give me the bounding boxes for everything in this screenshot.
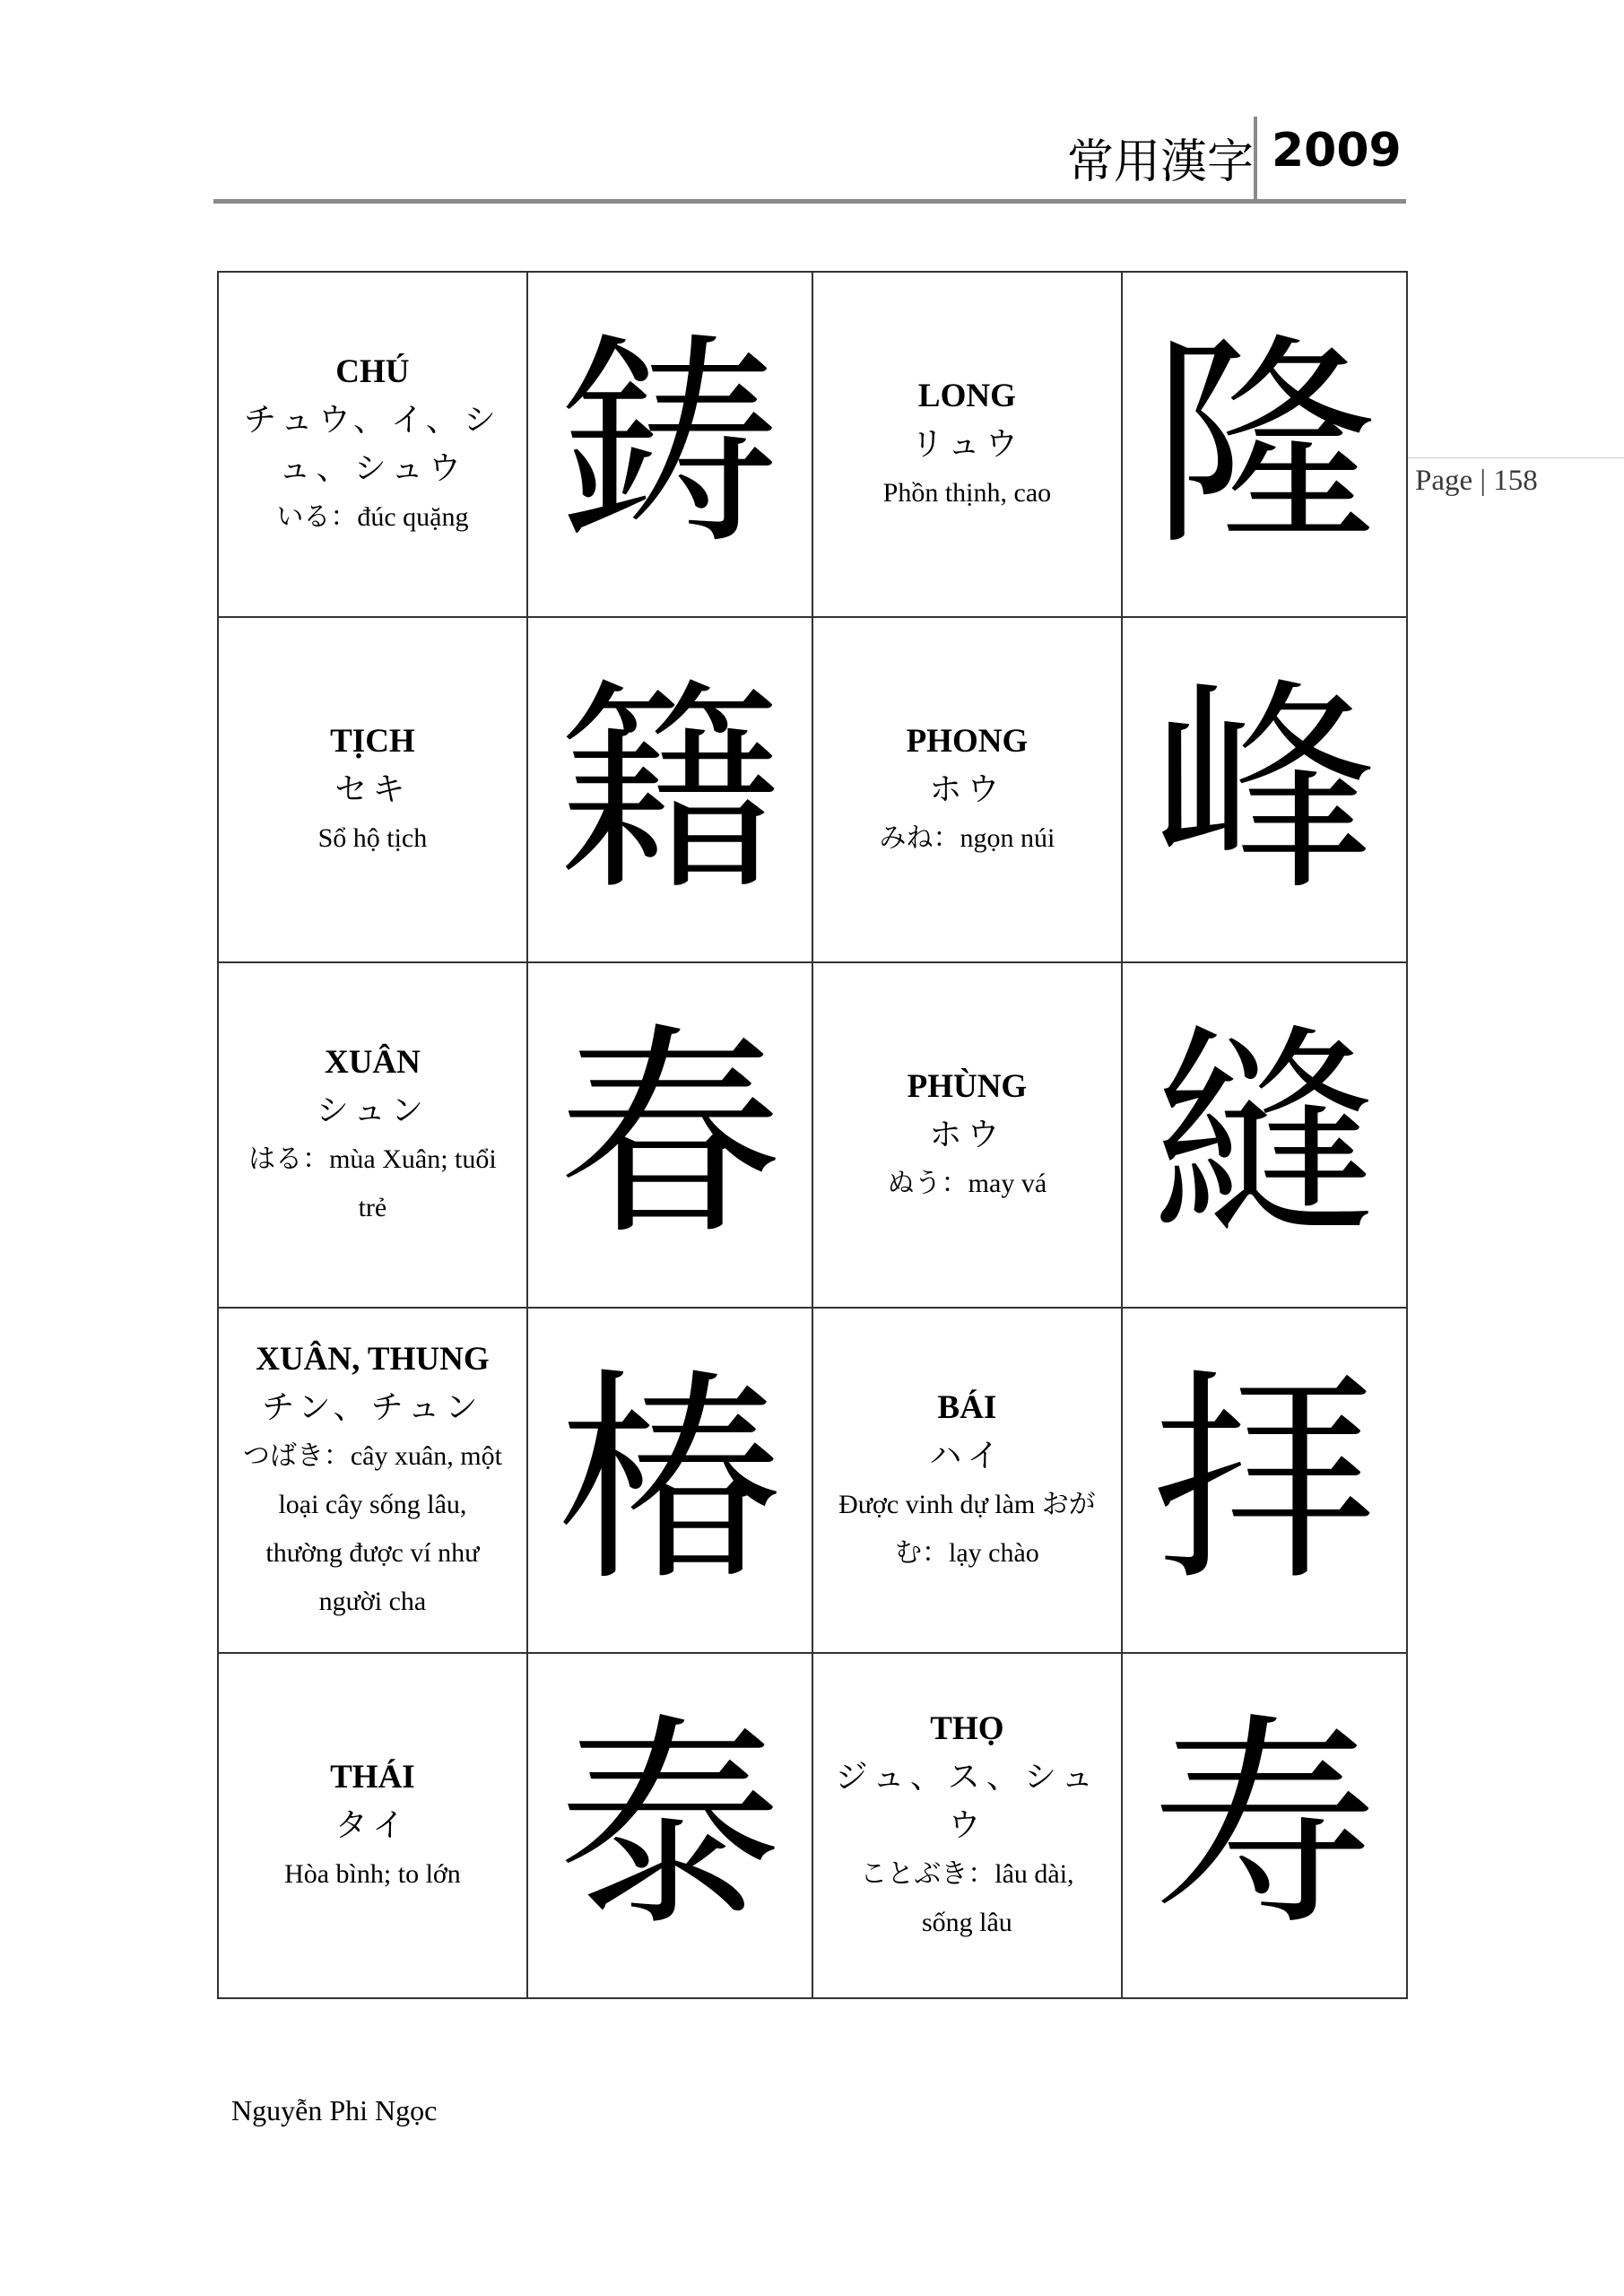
reading: CHÚ <box>335 352 410 390</box>
kana-reading: シュン <box>316 1091 430 1129</box>
table-row <box>218 962 1407 1308</box>
kanji-character: 椿 <box>557 1349 782 1611</box>
info-cell <box>812 1308 1122 1653</box>
info-cell <box>218 617 527 962</box>
kanji-character: 峰 <box>1151 658 1376 920</box>
info-cell <box>812 272 1122 617</box>
reading: XUÂN, THUNG <box>256 1340 490 1378</box>
meaning: Được vinh dự làm おがむ：lạy chào <box>838 1489 1096 1568</box>
info-cell <box>218 1308 527 1653</box>
meaning: ぬう：may vá <box>887 1168 1047 1198</box>
kanji-character: 鋳 <box>557 313 782 575</box>
header-rule <box>213 199 1406 204</box>
kanji-cell <box>1122 272 1407 617</box>
info-cell <box>218 272 527 617</box>
header-year: 2009 <box>1272 124 1402 178</box>
reading: LONG <box>917 377 1016 414</box>
header-divider <box>1254 117 1257 201</box>
kanji-character: 寿 <box>1151 1694 1376 1956</box>
footer-author: Nguyễn Phi Ngọc <box>231 2094 438 2126</box>
header-title: 常用漢字 <box>1066 135 1254 189</box>
kanji-character: 拝 <box>1151 1349 1376 1611</box>
kanji-cell <box>527 1653 812 1998</box>
meaning: Sổ hộ tịch <box>317 822 428 853</box>
reading: BÁI <box>937 1388 997 1426</box>
kana-reading: ホウ <box>929 770 1005 808</box>
kana-reading: セキ <box>334 770 411 808</box>
kanji-character: 隆 <box>1151 313 1376 575</box>
info-cell <box>218 962 527 1308</box>
kanji-character: 籍 <box>557 658 782 920</box>
meaning: Phồn thịnh, cao <box>882 477 1052 508</box>
kanji-cell <box>1122 1308 1407 1653</box>
table-row <box>218 1308 1407 1653</box>
reading: THÁI <box>330 1758 415 1796</box>
page-number-rule <box>1408 457 1624 458</box>
kanji-cell <box>527 1308 812 1653</box>
kanji-cell <box>1122 962 1407 1308</box>
meaning: はる：mùa Xuân; tuổi trẻ <box>248 1144 497 1222</box>
meaning: みね：ngọn núi <box>879 822 1055 853</box>
meaning: つばき：cây xuân, một loại cây sống lâu, thường được ví như người cha <box>242 1440 502 1616</box>
page-header <box>213 117 1406 202</box>
reading: TỊCH <box>330 722 415 760</box>
kana-reading: ホウ <box>929 1116 1005 1153</box>
kanji-cell <box>1122 617 1407 962</box>
kana-reading: チュウ、イ、シュ、シュウ <box>244 401 501 487</box>
kanji-character: 春 <box>557 1004 782 1265</box>
reading: XUÂN <box>324 1043 421 1081</box>
meaning: Hòa bình; to lớn <box>284 1858 461 1889</box>
kanji-table <box>217 271 1408 1999</box>
table-row <box>218 617 1407 962</box>
kana-reading: タイ <box>334 1806 411 1844</box>
kanji-character: 泰 <box>557 1694 782 1956</box>
table-row <box>218 1653 1407 1998</box>
kanji-cell <box>527 617 812 962</box>
info-cell <box>812 1653 1122 1998</box>
info-cell <box>812 962 1122 1308</box>
meaning: ことぶき：lâu dài, sống lâu <box>860 1858 1074 1937</box>
kana-reading: チン、チュン <box>262 1388 483 1426</box>
kana-reading: ハイ <box>929 1437 1005 1474</box>
info-cell <box>218 1653 527 1998</box>
kanji-character: 縫 <box>1151 1004 1376 1265</box>
kana-reading: リュウ <box>910 425 1023 463</box>
reading: PHÙNG <box>907 1067 1028 1105</box>
reading: THỌ <box>930 1709 1004 1747</box>
info-cell <box>812 617 1122 962</box>
reading: PHONG <box>906 722 1029 760</box>
kanji-cell <box>527 962 812 1308</box>
kanji-cell <box>527 272 812 617</box>
table-row <box>218 272 1407 617</box>
kana-reading: ジュ、ス、シュウ <box>835 1758 1099 1844</box>
page-number: Page | 158 <box>1415 465 1538 497</box>
kanji-cell <box>1122 1653 1407 1998</box>
meaning: いる：đúc quặng <box>276 501 469 532</box>
